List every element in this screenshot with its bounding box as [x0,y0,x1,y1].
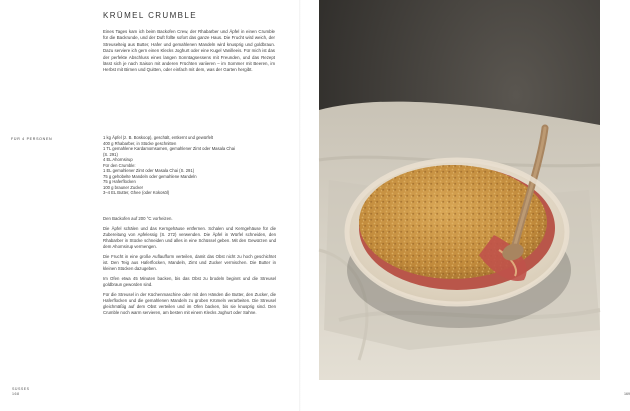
ingredient-item: 400 g Rhabarber, in Stücke geschnitten [103,140,177,146]
recipe-intro: Eines Tages kam ich beim Backofen Crew, der Rhabarber und Äpfel in einen Crumble für die Backrunde, und der Duft füllte sofort das ganze Haus. Die Frucht wird weich, der Streuselteig aus Butter, Hafer und gemahlenen Mandeln wird knusprig und goldbraun. Dazu serviere ich gern einen Klecks Joghurt oder eine Kugel Vanilleeis. Für mich ist das der perfekte Abschluss eines langen Sonntagsessens mit Freunden, und das Rezept lässt sich je nach Saison mit anderen Früchten variieren – im Sommer mit Beeren, im Herbst mit Birnen und Quitten, oder einfach mit dem, was der Garten hergibt. [103,29,275,73]
left-folio [12,387,30,397]
crumble-illustration [319,0,600,380]
ingredient-item: 75 g Haferflocken [103,179,136,185]
section-name: SÜSSES [12,387,30,391]
method-step: Für die Streusel in der Küchenmaschine oder mit den Händen die Butter, den Zucker, die Haferflocken und die gemahlenen Mandeln zu groben Krümeln verarbeiten. Die Streusel gleichmäßig auf dem Obst verteilen und im Ofen backen, bis sie knusprig sind. Den Crumble noch warm servieren, am besten mit einem Klecks Joghurt oder Sahne. [103,291,276,316]
ingredient-list [103,135,283,196]
ingredient-item: (S. 291) [103,151,118,157]
left-page [0,0,300,411]
page-number-right: 169 [624,392,630,396]
ingredient-item: 1 TL gemahlene Kardamomsamen, gemahlener Zimt oder Masala Chai [103,146,235,152]
page-number-left: 168 [12,392,20,396]
method-step: Die Frucht in eine große Auflaufform verteilen, damit das Obst nicht zu hoch geschichtet ist. Den Teig aus Haferflocken, Mandeln, Zimt und Zucker vermischen. Die Butter in kleinen Stücken dazugeben. [103,253,276,272]
book-gutter [299,0,301,411]
recipe-title: KRÜMEL CRUMBLE [103,11,197,20]
ingredient-item: Für den Crumble: [103,162,136,168]
ingredient-item: 1 EL gemahlener Zimt oder Masala Chai (S. 291) [103,168,195,174]
ingredient-item: 1 kg Äpfel (z. B. Boskoop), geschält, entkernt und gewürfelt [103,135,214,140]
servings-label: FÜR 4 PERSONEN [11,137,53,141]
ingredient-item: 3–4 EL Butter, Ghee (oder Kokosöl) [103,190,170,196]
method-step: Die Äpfel schälen und das Kerngehäuse entfernen. Schalen und Kerngehäuse für die Zubereitung von Apfelessig (S. 272) verwenden. Die Äpfel in Würfel schneiden, den Rhabarber in Stücke schneiden und alles in eine Schüssel geben. Mit den Gewürzen und dem Ahornsirup vermengen. [103,225,276,250]
ingredient-item: 75 g gehobelte Mandeln oder gemahlene Mandeln [103,173,197,179]
crumble-photo [319,0,600,380]
method-step: Im Ofen etwa 45 Minuten backen, bis das Obst zu brodeln beginnt und die Streusel goldbraun geworden sind. [103,275,276,287]
method-step: Den Backofen auf 200 °C vorheizen. [103,216,173,221]
method-text [103,216,276,320]
ingredient-item: 100 g brauner Zucker [103,184,144,190]
ingredient-item: 4 EL Ahornsirup [103,157,133,163]
